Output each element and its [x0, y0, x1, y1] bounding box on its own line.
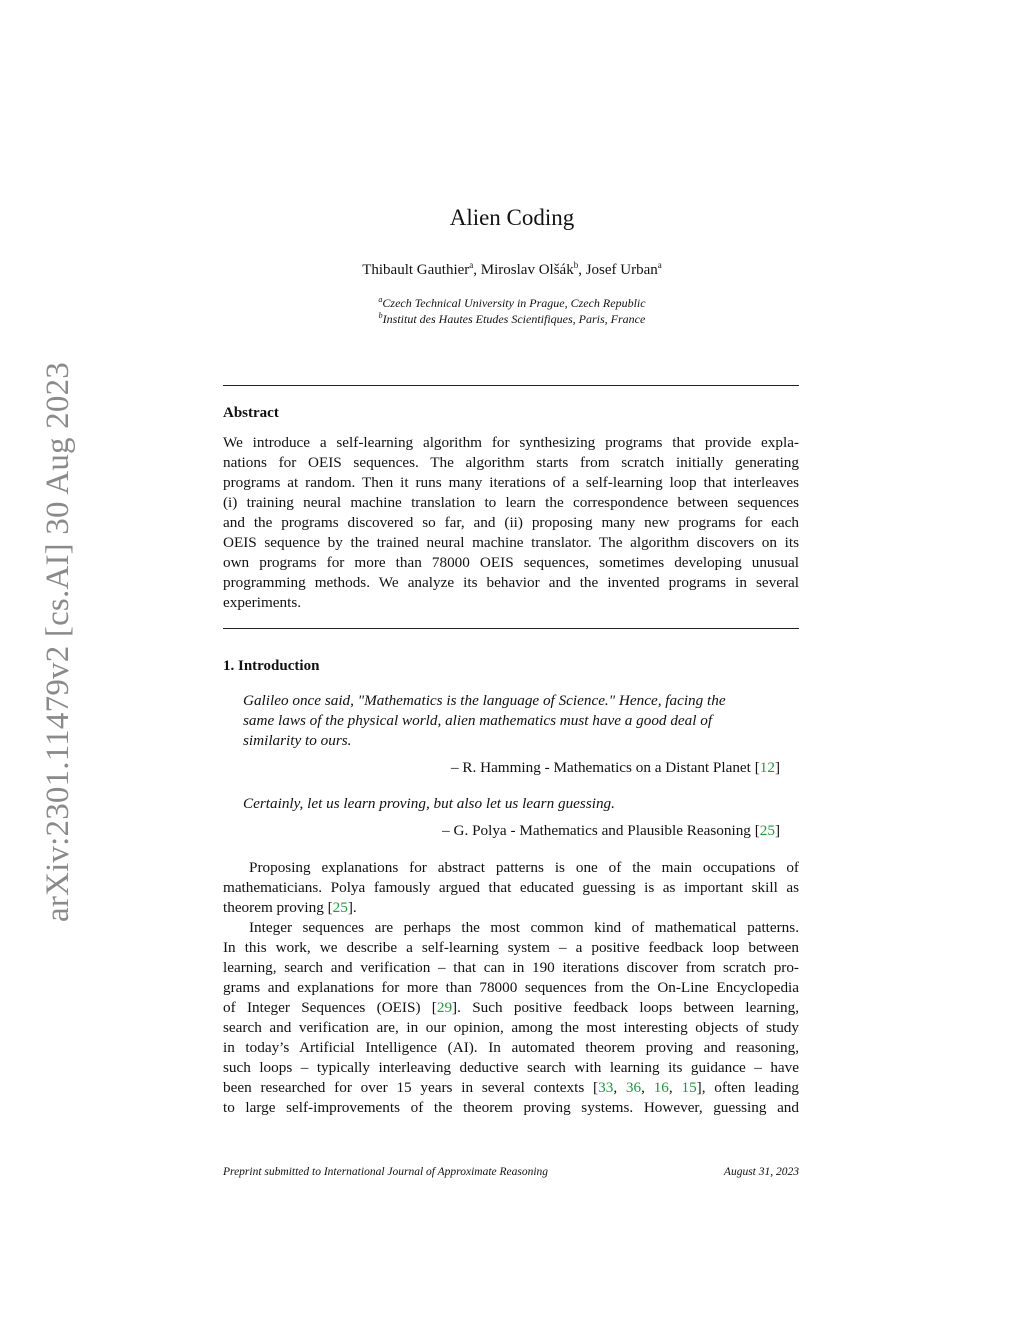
author-separator: , — [578, 262, 586, 278]
affiliation-text: Institut des Hautes Etudes Scientifiques, Paris, France — [382, 312, 646, 326]
paragraph-line: been researched for over 15 years in several contexts [33, 36, 16, 15], often leading — [223, 1079, 800, 1096]
paragraph-line: theorem proving [25]. — [223, 899, 357, 916]
citation-link[interactable]: 15 — [681, 1079, 697, 1096]
paragraph-line: to large self-improvements of the theorem proving systems. However, guessing and — [223, 1099, 799, 1116]
paragraph-text: theorem proving — [223, 899, 324, 916]
abstract-line: (i) training neural machine translation to learn the correspondence between sequences — [223, 494, 799, 511]
intro-paragraph-1 — [223, 858, 799, 918]
paragraph-line: of Integer Sequences (OEIS) [29]. Such positive feedback loops between learning, — [223, 999, 799, 1016]
affiliation-mark: b — [378, 311, 383, 320]
abstract-top-rule — [223, 385, 799, 386]
paragraph-text: of Integer Sequences (OEIS) — [223, 999, 421, 1016]
abstract-bottom-rule — [223, 628, 799, 629]
paragraph-line: In this work, we describe a self-learning system – a positive feedback loop between — [223, 939, 799, 956]
abstract-body — [223, 433, 799, 613]
citation-link[interactable]: 33 — [598, 1079, 614, 1096]
attribution-text: – G. Polya - Mathematics and Plausible Reasoning — [442, 822, 751, 839]
paper-title: Alien Coding — [449, 205, 575, 230]
quote-line: same laws of the physical world, alien mathematics must have a good deal of — [243, 712, 713, 729]
paragraph-line: such loops – typically interleaving deductive search with learning its guidance – have — [223, 1059, 799, 1076]
abstract-line: OEIS sequence by the trained neural machine translator. The algorithm discovers on its — [223, 534, 799, 551]
citation-link[interactable]: 25 — [332, 899, 348, 916]
quote-line: similarity to ours. — [243, 732, 352, 749]
affiliation-text: Czech Technical University in Prague, Czech Republic — [382, 296, 646, 310]
paragraph-text: been researched for over 15 years in several contexts — [223, 1079, 585, 1096]
affiliation-mark: a — [378, 295, 383, 304]
paragraph-line: in today’s Artificial Intelligence (AI). In automated theorem proving and reasoning, — [223, 1039, 799, 1056]
author-affil-mark: a — [657, 260, 662, 270]
paragraph-line: Integer sequences are perhaps the most common kind of mathematical patterns. — [249, 919, 799, 936]
intro-paragraph-2 — [223, 918, 799, 1118]
paragraph-text: , often leading — [701, 1079, 800, 1096]
paragraph-line: mathematicians. Polya famously argued that educated guessing is as important skill as — [223, 879, 799, 896]
abstract-line: nations for OEIS sequences. The algorithm starts from scratch initially generating — [223, 454, 799, 471]
author-name[interactable]: Josef Urban — [585, 262, 658, 278]
epigraph-quote-hamming — [243, 691, 783, 751]
author-name[interactable]: Miroslav Olšák — [480, 262, 574, 278]
citation-link[interactable]: 29 — [436, 999, 453, 1016]
citation-link[interactable]: 12 — [759, 759, 775, 776]
abstract-line: experiments. — [223, 594, 302, 611]
author-affil-mark: b — [573, 260, 579, 270]
attribution-text: – R. Hamming - Mathematics on a Distant Planet — [450, 759, 751, 776]
footer-date: August 31, 2023 — [723, 1166, 799, 1178]
quote-line: Galileo once said, "Mathematics is the language of Science." Hence, facing the — [243, 692, 726, 709]
paragraph-line: search and verification are, in our opinion, among the most interesting objects of study — [223, 1019, 799, 1036]
abstract-line: own programs for more than 78000 OEIS sequences, sometimes developing unusual — [223, 554, 799, 571]
affiliation-b — [0, 311, 1024, 327]
arxiv-stamp: arXiv:2301.11479v2 [cs.AI] 30 Aug 2023 — [40, 362, 76, 922]
citation-link[interactable]: 36 — [625, 1079, 642, 1096]
affiliation-a — [0, 295, 1024, 311]
citation-link[interactable]: 25 — [759, 822, 775, 839]
footer-preprint-note: Preprint submitted to International Journal of Approximate Reasoning — [223, 1166, 549, 1178]
abstract-line: We introduce a self-learning algorithm for synthesizing programs that provide expla- — [223, 434, 799, 451]
abstract-line: and the programs discovered so far, and (ii) proposing many new programs for each — [223, 514, 799, 531]
epigraph-quote-polya — [243, 794, 783, 814]
author-list — [0, 260, 1024, 280]
paragraph-line: Proposing explanations for abstract patterns is one of the main occupations of — [249, 859, 799, 876]
abstract-line: programming methods. We analyze its behavior and the invented programs in several — [223, 574, 799, 591]
abstract-line: programs at random. Then it runs many iterations of a self-learning loop that interleaves — [223, 474, 799, 491]
paragraph-text: . Such positive feedback loops between learning, — [457, 999, 799, 1016]
quote-attribution-hamming: – R. Hamming - Mathematics on a Distant Planet [12] — [450, 759, 780, 776]
abstract-heading: Abstract — [223, 405, 279, 421]
quote-line: Certainly, let us learn proving, but also let us learn guessing. — [243, 795, 615, 812]
author-separator: , — [473, 262, 481, 278]
section-heading-introduction: 1. Introduction — [223, 658, 320, 674]
paragraph-line: learning, search and verification – that can in 190 iterations discover from scratch pro- — [223, 959, 799, 976]
quote-attribution-polya: – G. Polya - Mathematics and Plausible Reasoning [25] — [442, 822, 780, 839]
author-affil-mark: a — [469, 260, 474, 270]
paragraph-line: grams and explanations for more than 78000 sequences from the On-Line Encyclopedia — [223, 979, 799, 996]
citation-link[interactable]: 16 — [653, 1079, 669, 1096]
author-name[interactable]: Thibault Gauthier — [362, 262, 470, 278]
